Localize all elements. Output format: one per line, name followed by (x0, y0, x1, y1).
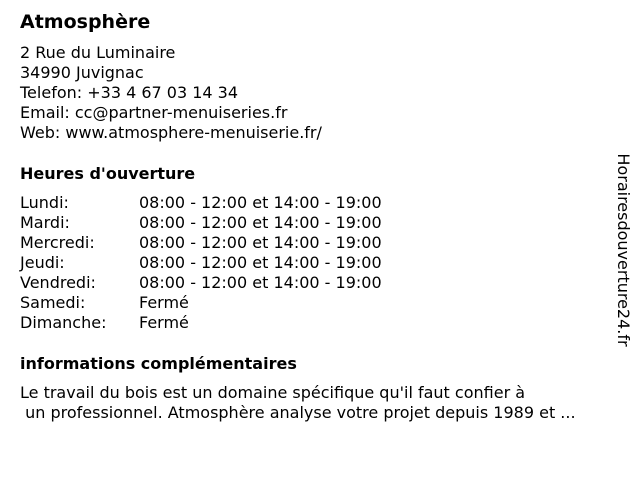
description-line: un professionnel. Atmosphère analyse votre projet depuis 1989 et ... (20, 403, 576, 422)
info-heading: informations complémentaires (20, 354, 297, 373)
business-name: Atmosphère (20, 11, 151, 33)
phone-number: Telefon: +33 4 67 03 14 34 (20, 83, 239, 102)
day-label: Dimanche: (20, 313, 107, 332)
hours-value: 08:00 - 12:00 et 14:00 - 19:00 (139, 193, 382, 212)
hours-value: Fermé (139, 293, 189, 312)
hours-value: Fermé (139, 313, 189, 332)
info-description (20, 383, 630, 423)
day-label: Samedi: (20, 293, 86, 312)
day-label: Mardi: (20, 213, 70, 232)
hours-value: 08:00 - 12:00 et 14:00 - 19:00 (139, 233, 382, 252)
hours-value: 08:00 - 12:00 et 14:00 - 19:00 (139, 273, 382, 292)
day-label: Lundi: (20, 193, 69, 212)
hours-heading: Heures d'ouverture (20, 164, 196, 183)
day-label: Mercredi: (20, 233, 95, 252)
day-label: Vendredi: (20, 273, 96, 292)
hours-value: 08:00 - 12:00 et 14:00 - 19:00 (139, 213, 382, 232)
website-url: Web: www.atmosphere-menuiserie.fr/ (20, 123, 322, 142)
hours-value: 08:00 - 12:00 et 14:00 - 19:00 (139, 253, 382, 272)
email-address: Email: cc@partner-menuiseries.fr (20, 103, 288, 122)
street-address: 2 Rue du Luminaire (20, 43, 176, 62)
description-line: Le travail du bois est un domaine spécifique qu'il faut confier à (20, 383, 526, 402)
site-watermark: Horairesdouverture24.fr (614, 153, 633, 347)
city-postal: 34990 Juvignac (20, 63, 144, 82)
day-label: Jeudi: (20, 253, 65, 272)
contact-block (20, 43, 322, 143)
